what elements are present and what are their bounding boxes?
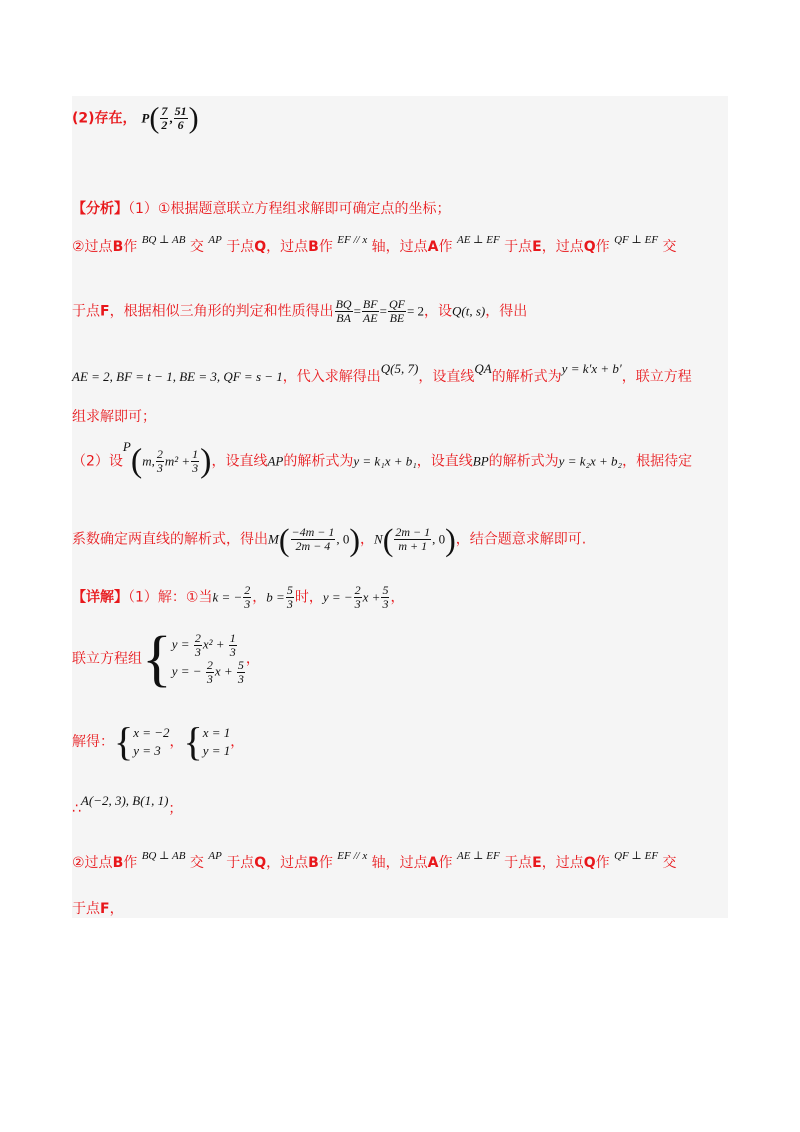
mn-points-line: 系数确定两直线的解析式，得出M( $\frac{-4m - 1}{2m - 4}$ , 0)，N( $\frac{2m - 1}{m + 1}$ , 0)，结合题意求解即可. <box>72 521 587 558</box>
frac-py: $\frac{51}{6}$ <box>174 104 187 132</box>
points-ab-line: ∴A(−2, 3), B(1, 1)； <box>72 793 183 817</box>
construction-line-b: ②过点B作 $^{BQ \perp AB}$ 交 $^{AP}$ 于点Q，过点B作 $^{EF // x}$ 轴，过点A作 $^{AE \perp EF}$ 于点E，过点Q作 $^{QF \perp EF}$ 交 <box>72 850 677 871</box>
point-p: P <box>141 110 150 126</box>
detail-tag: 【详解】 <box>72 589 128 606</box>
content-panel <box>72 96 728 918</box>
part-2-setup-line: （2）设P(m, $\frac{2}{3}$ m² + $\frac{1}{3}$ )，设直线AP的解析式为y = k₁x + b₁，设直线BP的解析式为y = k₂x + b₂，根据待定 <box>72 439 693 480</box>
detail-line: 【详解】（1）解：①当k = − $\frac{2}{3}$ ，b = $\frac{5}{3}$ 时，y = − $\frac{2}{3}$ x + $\frac{5}{3}$ ， <box>72 583 405 611</box>
point-f-line: 于点F， <box>72 901 124 917</box>
substitution-line: AE = 2, BF = t − 1, BE = 3, QF = s − 1，代入求解得出Q(5, 7)，设直线QA的解析式为y = k′x + b′，联立方程 <box>72 361 692 385</box>
answer-line-2: (2)存在， P( $\frac{7}{2}$ , $\frac{51}{6}$ ) <box>72 101 199 135</box>
analysis-line <box>72 200 450 218</box>
solution-2: { x = 1 y = 1 <box>183 719 231 764</box>
equation-system-line: 联立方程组 { y = $\frac{2}{3}$ x² + $\frac{1}{3}$ y = − $\frac{2}{3}$ x + $\frac{5}{3}$ ， <box>72 625 260 693</box>
equation-system: { y = $\frac{2}{3}$ x² + $\frac{1}{3}$ y = − $\frac{2}{3}$ x + $\frac{5}{3}$ <box>142 625 244 693</box>
construction-line-a: ②过点B作 $^{BQ \perp AB}$ 交 $^{AP}$ 于点Q，过点B作 $^{EF // x}$ 轴，过点A作 $^{AE \perp EF}$ 于点E，过点Q作 $^{QF \perp EF}$ 交 <box>72 234 677 255</box>
analysis-text: （1）①根据题意联立方程组求解即可确定点的坐标； <box>128 201 451 217</box>
solve-line: 组求解即可； <box>72 409 156 425</box>
answer-label: (2)存在， <box>72 110 137 127</box>
frac-px: $\frac{7}{2}$ <box>161 104 168 132</box>
analysis-tag: 【分析】 <box>72 201 128 217</box>
solution-1: { x = −2 y = 3 <box>114 719 170 764</box>
similar-triangles-line: 于点F，根据相似三角形的判定和性质得出 $\frac{BQ}{BA}$ = $\frac{BF}{AE}$ = $\frac{QF}{BE}$ = 2，设Q(t, s)，得出 <box>72 297 528 325</box>
solutions-line: 解得： { x = −2 y = 3 ， { x = 1 y = 1 ， <box>72 719 245 764</box>
